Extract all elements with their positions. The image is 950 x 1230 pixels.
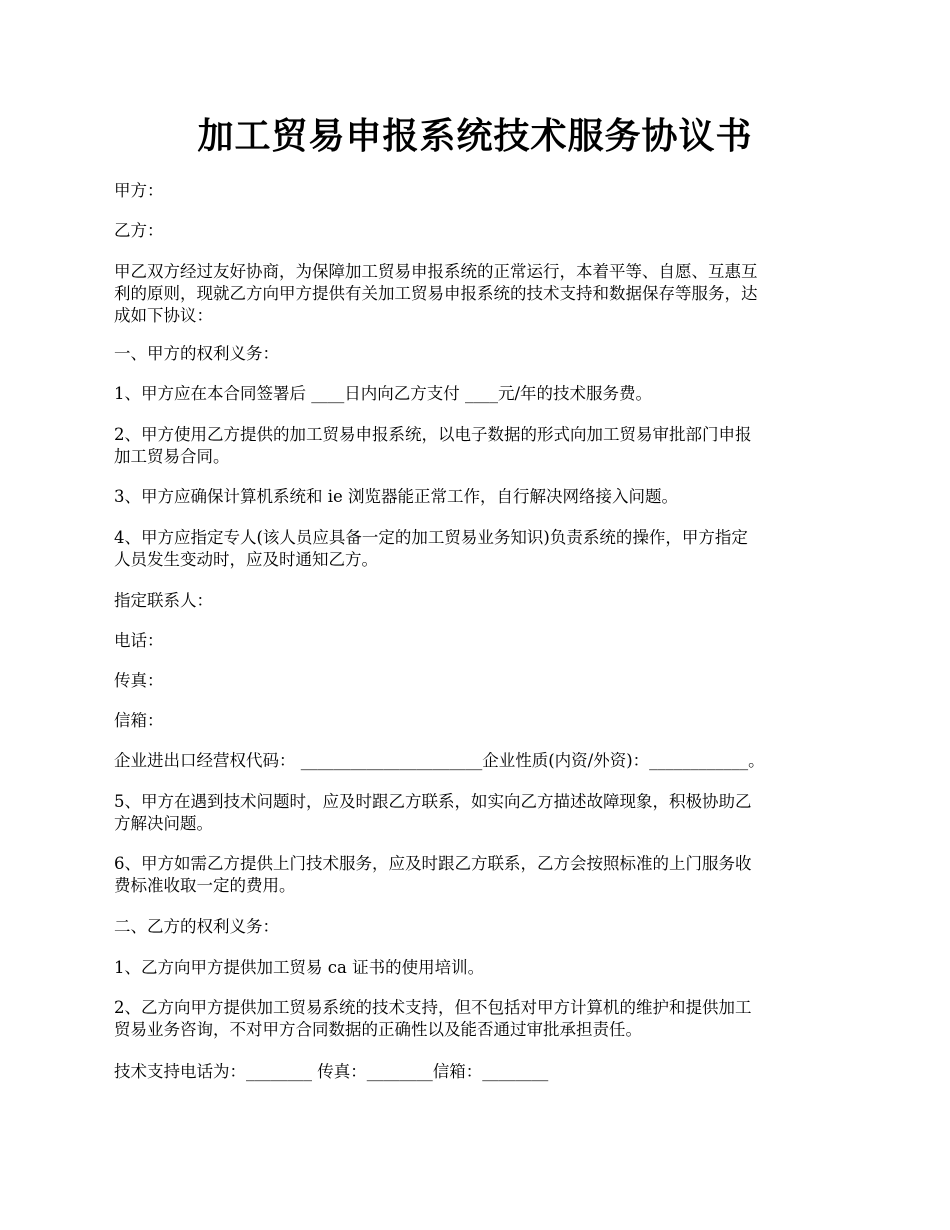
clause-a1: 1、甲方应在本合同签署后 ____日内向乙方支付 ____元/年的技术服务费。 bbox=[114, 384, 653, 403]
clause-line: 6、甲方如需乙方提供上门技术服务，应及时跟乙方联系，乙方会按照标准的上门服务收 bbox=[114, 854, 752, 873]
section-a-heading: 一、甲方的权利义务： bbox=[114, 344, 279, 363]
clause-a6 bbox=[114, 853, 844, 897]
clause-line: 方解决问题。 bbox=[114, 814, 213, 833]
section-b-heading: 二、乙方的权利义务： bbox=[114, 917, 279, 936]
clause-line: 2、乙方向甲方提供加工贸易系统的技术支持，但不包括对甲方计算机的维护和提供加工 bbox=[114, 998, 752, 1017]
preamble-line: 甲乙双方经过友好协商，为保障加工贸易申报系统的正常运行，本着平等、自愿、互惠互 bbox=[114, 262, 758, 281]
clause-a2 bbox=[114, 424, 844, 468]
mailbox-label: 信箱： bbox=[114, 711, 164, 730]
preamble-paragraph bbox=[114, 261, 844, 327]
support-contact-line: 技术支持电话为：________ 传真：________信箱：________ bbox=[114, 1062, 549, 1081]
clause-line: 加工贸易合同。 bbox=[114, 447, 230, 466]
clause-line: 5、甲方在遇到技术问题时，应及时跟乙方联系，如实向乙方描述故障现象，积极协助乙 bbox=[114, 792, 752, 811]
clause-line: 4、甲方应指定专人(该人员应具备一定的加工贸易业务知识)负责系统的操作，甲方指定 bbox=[114, 528, 748, 547]
preamble-line: 成如下协议： bbox=[114, 306, 213, 325]
preamble-line: 利的原则，现就乙方向甲方提供有关加工贸易申报系统的技术支持和数据保存等服务，达 bbox=[114, 284, 758, 303]
clause-a4 bbox=[114, 527, 844, 571]
contact-person-label: 指定联系人： bbox=[114, 591, 213, 610]
clause-a3: 3、甲方应确保计算机系统和 ie 浏览器能正常工作，自行解决网络接入问题。 bbox=[114, 487, 679, 506]
clause-a5 bbox=[114, 791, 844, 835]
phone-label: 电话： bbox=[114, 631, 164, 650]
party-b-label: 乙方： bbox=[114, 221, 164, 240]
clause-line: 人员发生变动时，应及时通知乙方。 bbox=[114, 550, 378, 569]
party-a-label: 甲方： bbox=[114, 181, 164, 200]
document-title: 加工贸易申报系统技术服务协议书 bbox=[197, 115, 753, 157]
clause-b2 bbox=[114, 997, 844, 1041]
fax-label: 传真： bbox=[114, 671, 164, 690]
clause-b1: 1、乙方向甲方提供加工贸易 ca 证书的使用培训。 bbox=[114, 958, 485, 977]
clause-line: 费标准收取一定的费用。 bbox=[114, 876, 296, 895]
clause-line: 贸易业务咨询，不对甲方合同数据的正确性以及能否通过审批承担责任。 bbox=[114, 1020, 642, 1039]
clause-line: 2、甲方使用乙方提供的加工贸易申报系统，以电子数据的形式向加工贸易审批部门申报 bbox=[114, 425, 752, 444]
enterprise-code-line: 企业进出口经营权代码： ______________________企业性质(内资/外资)：____________。 bbox=[114, 751, 765, 770]
